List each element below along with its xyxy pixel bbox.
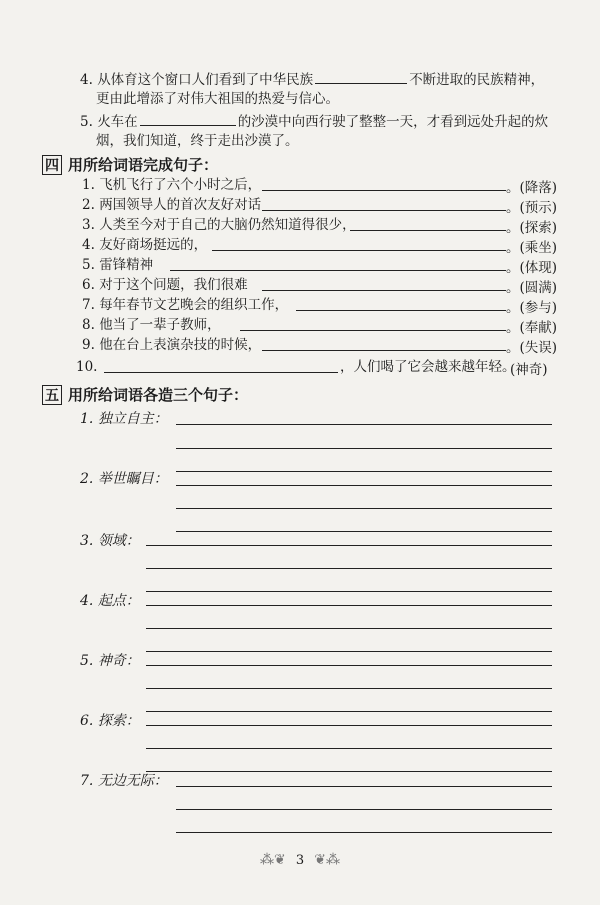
list-item: 3. 人类至今对于自己的大脑仍然知道得很少， xyxy=(82,217,356,233)
item-4-line2: 更由此增添了对伟大祖国的热爱与信心。 xyxy=(96,91,339,107)
item-5-line1: 5. 火车在 的沙漠中向西行驶了整整一天，才看到远处升起的炊 xyxy=(80,114,549,130)
answer-line[interactable] xyxy=(262,190,506,191)
answer-line[interactable] xyxy=(262,290,506,291)
item-4-line1: 4. 从体育这个窗口人们看到了中华民族 不断进取的民族精神， xyxy=(80,72,545,88)
answer-line[interactable] xyxy=(176,448,552,449)
list-item: 2. 两国领导人的首次友好对话 xyxy=(82,197,262,213)
hint-word: 。(参与) xyxy=(506,300,558,316)
answer-line[interactable] xyxy=(350,230,506,231)
answer-line[interactable] xyxy=(176,832,552,833)
hint-word: (神奇) xyxy=(510,362,548,378)
list-item-text: ，人们喝了它会越来越年轻。 xyxy=(340,359,516,375)
section-4-heading xyxy=(42,154,218,175)
hint-word: 。(乘坐) xyxy=(506,240,558,256)
answer-line[interactable] xyxy=(146,591,552,592)
answer-line[interactable] xyxy=(262,210,506,211)
list-item: 4. 起点： xyxy=(80,593,140,609)
list-item: 2. 举世瞩目： xyxy=(80,471,168,487)
hint-word: 。(降落) xyxy=(506,180,558,196)
answer-line[interactable] xyxy=(240,330,506,331)
list-item: 1. 独立自主： xyxy=(80,411,168,427)
ornament-right-icon: ❦⁂ xyxy=(314,852,341,868)
answer-line[interactable] xyxy=(262,350,506,351)
answer-line[interactable] xyxy=(146,605,552,606)
ornament-left-icon: ⁂❦ xyxy=(259,852,286,868)
hint-word: 。(失误) xyxy=(506,340,558,356)
answer-line[interactable] xyxy=(146,711,552,712)
page-footer xyxy=(0,852,600,868)
answer-line[interactable] xyxy=(146,688,552,689)
answer-line[interactable] xyxy=(296,310,506,311)
answer-blank[interactable] xyxy=(315,70,407,84)
answer-line[interactable] xyxy=(146,568,552,569)
answer-line[interactable] xyxy=(146,545,552,546)
page-number: 3 xyxy=(295,853,305,868)
answer-line[interactable] xyxy=(212,250,506,251)
list-item: 4. 友好商场挺远的， xyxy=(82,237,208,253)
list-item: 5. 雷锋精神 xyxy=(82,257,154,273)
hint-word: 。(圆满) xyxy=(506,280,558,296)
answer-line[interactable] xyxy=(176,424,552,425)
answer-line[interactable] xyxy=(176,809,552,810)
answer-line[interactable] xyxy=(176,531,552,532)
list-item: 9. 他在台上表演杂技的时候， xyxy=(82,337,262,353)
answer-blank[interactable] xyxy=(140,112,236,126)
list-item: 10. xyxy=(76,359,98,375)
answer-line[interactable] xyxy=(104,372,338,373)
hint-word: 。(预示) xyxy=(506,200,558,216)
list-item: 5. 神奇： xyxy=(80,653,140,669)
answer-line[interactable] xyxy=(176,508,552,509)
hint-word: 。(奉献) xyxy=(506,320,558,336)
list-item: 7. 每年春节文艺晚会的组织工作， xyxy=(82,297,289,313)
list-item: 8. 他当了一辈子教师， xyxy=(82,317,221,333)
answer-line[interactable] xyxy=(146,628,552,629)
item-5-line2: 烟，我们知道，终于走出沙漠了。 xyxy=(96,133,299,149)
section-5-title: 用所给词语各造三个句子： xyxy=(68,386,249,404)
answer-line[interactable] xyxy=(176,485,552,486)
list-item: 7. 无边无际： xyxy=(80,773,168,789)
list-item: 3. 领域： xyxy=(80,533,140,549)
answer-line[interactable] xyxy=(176,786,552,787)
list-item: 6. 对于这个问题，我们很难 xyxy=(82,277,248,293)
answer-line[interactable] xyxy=(170,270,506,271)
answer-line[interactable] xyxy=(146,651,552,652)
list-item: 6. 探索： xyxy=(80,713,140,729)
answer-line[interactable] xyxy=(176,471,552,472)
answer-line[interactable] xyxy=(146,771,552,772)
section-4-title: 用所给词语完成句子： xyxy=(68,156,219,174)
hint-word: 。(体现) xyxy=(506,260,558,276)
section-5-heading xyxy=(42,384,248,405)
answer-line[interactable] xyxy=(146,748,552,749)
answer-line[interactable] xyxy=(146,725,552,726)
list-item: 1. 飞机飞行了六个小时之后， xyxy=(82,177,262,193)
section-4-marker: 四 xyxy=(42,155,62,175)
section-5-marker: 五 xyxy=(42,385,62,405)
hint-word: 。(探索) xyxy=(506,220,558,236)
answer-line[interactable] xyxy=(146,665,552,666)
